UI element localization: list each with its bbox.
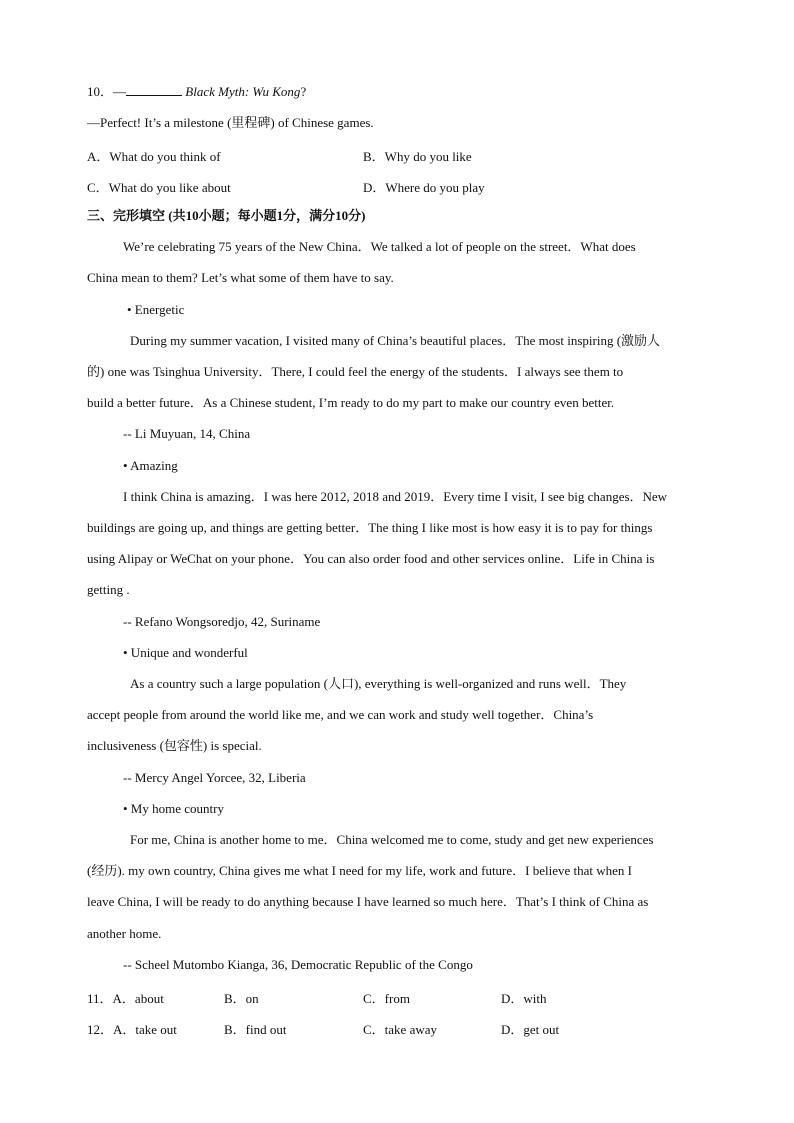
q11-number: 11．: [87, 991, 113, 1006]
passage-line: 的) one was Tsinghua University．There, I could feel the energy of the students．I always see them to: [87, 364, 624, 379]
q10-blank: [126, 84, 182, 96]
passage-subheading: • Energetic: [127, 302, 185, 317]
q11-option-a[interactable]: A．about: [112, 991, 164, 1006]
passage-line: inclusiveness (包容性) is special.: [87, 738, 262, 753]
passage-line: leave China, I will be ready to do anything because I have learned so much here．That’s I think of China as: [87, 894, 649, 909]
q12-option-a[interactable]: A．take out: [113, 1022, 177, 1037]
passage-line: using Alipay or WeChat on your phone．You can also order food and other services online．Life in China is: [87, 551, 655, 566]
passage-line: I think China is amazing．I was here 2012, 2018 and 2019．Every time I visit, I see big changes．New: [123, 489, 668, 504]
q12-number: 12．: [87, 1022, 114, 1037]
q10-title: Black Myth: Wu Kong: [185, 84, 301, 99]
q11-option-d[interactable]: D．with: [501, 991, 547, 1006]
passage-line: getting .: [87, 582, 130, 597]
q12-option-b[interactable]: B．find out: [224, 1022, 287, 1037]
q10-number: 10．—: [87, 84, 127, 99]
q11-option-c[interactable]: C．from: [363, 991, 410, 1006]
passage-line: We’re celebrating 75 years of the New China．We talked a lot of people on the street．What does: [123, 239, 636, 254]
q11-row: [87, 988, 164, 1007]
q10-stem: [87, 84, 306, 100]
passage-subheading: • Amazing: [123, 458, 178, 473]
q10-option-d[interactable]: D．Where do you play: [363, 180, 485, 195]
q11-option-b[interactable]: B．on: [224, 991, 259, 1006]
passage-line: During my summer vacation, I visited many of China’s beautiful places．The most inspiring (激励人: [130, 333, 661, 348]
q12-row: [87, 1019, 177, 1038]
section-heading: 三、完形填空 (共10小题；每小题1分，满分10分): [87, 208, 366, 223]
q12-option-d[interactable]: D．get out: [501, 1022, 560, 1037]
q10-option-c[interactable]: C．What do you like about: [87, 180, 231, 195]
passage-line: buildings are going up, and things are getting better．The thing I like most is how easy it is to pay for things: [87, 520, 653, 535]
q10-qmark: ?: [300, 84, 307, 99]
passage-author: -- Scheel Mutombo Kianga, 36, Democratic Republic of the Congo: [123, 957, 473, 972]
passage-line: China mean to them? Let’s what some of them have to say.: [87, 270, 394, 285]
q12-option-c[interactable]: C．take away: [363, 1022, 438, 1037]
passage-author: -- Li Muyuan, 14, China: [123, 426, 251, 441]
passage-line: For me, China is another home to me．China welcomed me to come, study and get new experiences: [130, 832, 654, 847]
passage-author: -- Mercy Angel Yorcee, 32, Liberia: [123, 770, 306, 785]
passage-line: (经历). my own country, China gives me what I need for my life, work and future．I believe that when I: [87, 863, 633, 878]
passage-line: As a country such a large population (人口), everything is well-organized and runs well．They: [130, 676, 627, 691]
passage-author: -- Refano Wongsoredjo, 42, Suriname: [123, 614, 321, 629]
passage-line: accept people from around the world like me, and we can work and study well together．China’s: [87, 707, 594, 722]
q10-option-b[interactable]: B．Why do you like: [363, 149, 472, 164]
passage-subheading: • Unique and wonderful: [123, 645, 248, 660]
passage-subheading: • My home country: [123, 801, 224, 816]
q10-reply: —Perfect! It’s a milestone (里程碑) of Chinese games.: [87, 115, 374, 130]
passage-line: another home.: [87, 926, 162, 941]
passage-line: build a better future．As a Chinese student, I’m ready to do my part to make our country even better.: [87, 395, 615, 410]
q10-option-a[interactable]: A．What do you think of: [87, 149, 221, 164]
